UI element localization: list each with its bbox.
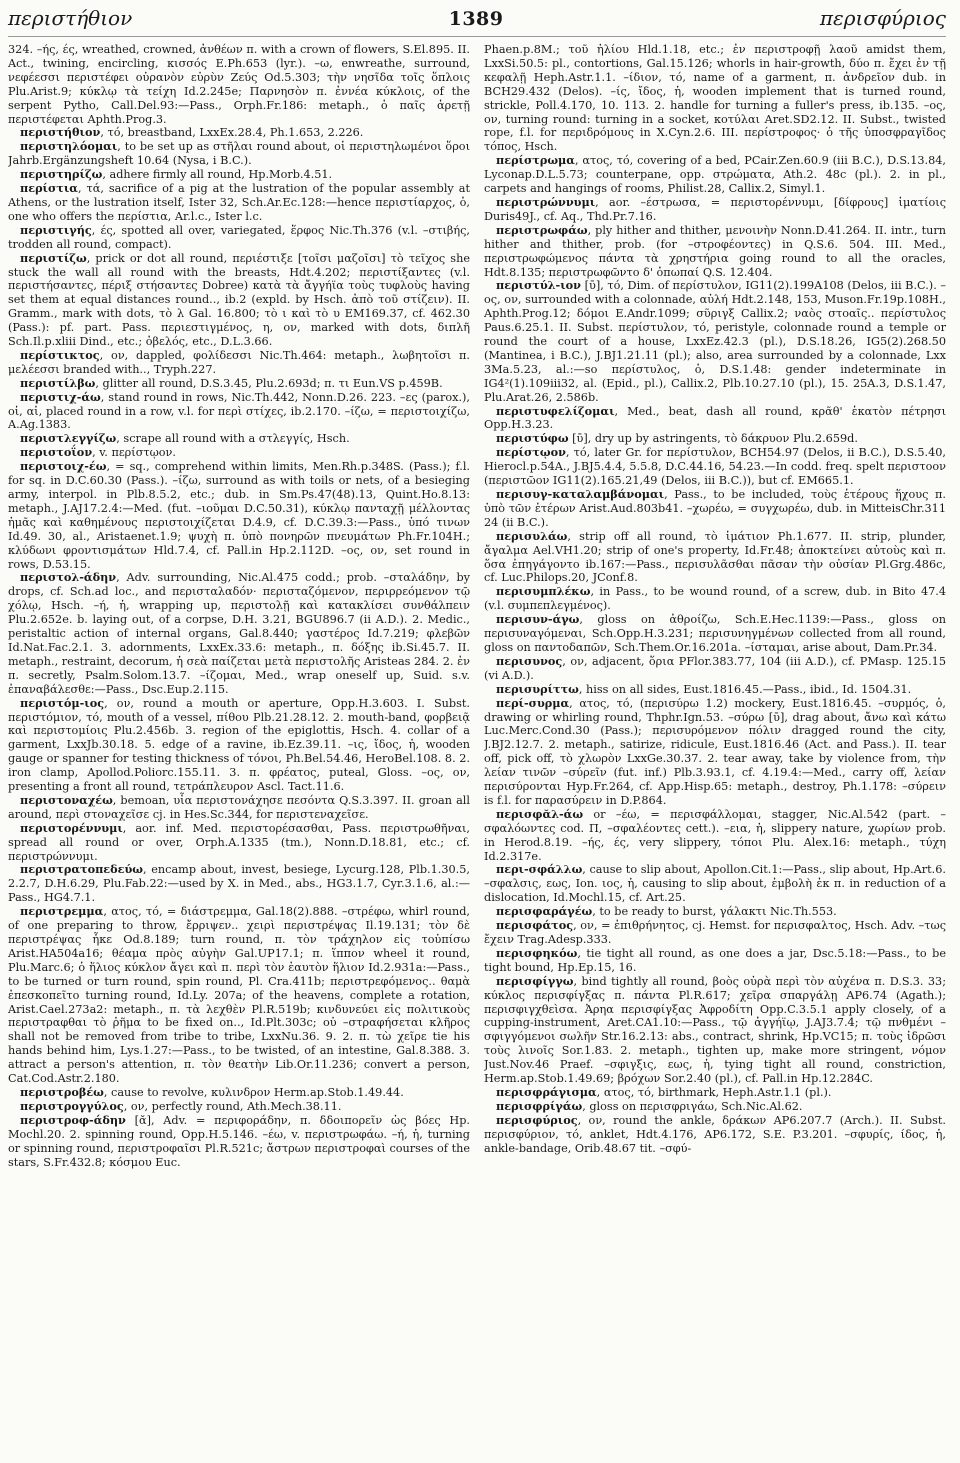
headword: περιστοιχ-έω bbox=[20, 459, 107, 474]
headword: περιστρωφάω bbox=[496, 222, 588, 237]
dictionary-entry: περισυρίττω, hiss on all sides, Eust.1816.45.—Pass., ibid., Id. 1504.31. bbox=[496, 681, 912, 696]
headword: περιστολ-άδην bbox=[20, 570, 117, 585]
dictionary-entry: περισυν-άγω, gloss on ἀθροίζω, Sch.E.Hec.1139:—Pass., gloss on περισυναγόμεναι, Sch.Opp.H.3.231; περισυνηγμένων collected from all round, gloss on παντοδαπῶν, Sch.Them.Or.16.201a. –ίσταμαι, arise about, Dam.Pr.34. bbox=[484, 612, 946, 654]
dictionary-entry: Phaen.p.8M.; τοῦ ἡλίου Hld.1.18, etc.; ἐν περιστροφῇ λαοῦ amidst them, LxxSi.50.5: pl., contortions, Gal.15.126; whorls in hair-growth, δύο π. ἔχει ἐν τῇ κεφαλῇ Heph.Astr.1.1. –ίδιον, τό, name of a garment, π. ἀνδρεῖον dub. in BCH29.432 (Delos). –ίς, ἴδος, ἡ, wooden implement that is turned round, strickle, Poll.4.170, 10. 113. 2. handle for turning a fuller's press, ib.135. –ος, ον, turning round: turning in a socket, κοτύλαι Aret.SD2.12. II. Subst., twisted rope, f.l. for περιδρόμους in X.Cyn.2.6. III. περίστροφος· ὁ τῆς ὑποσφραγῖδος τόπος, Hsch. bbox=[484, 43, 946, 154]
dictionary-entry: περίστια, τά, sacrifice of a pig at the lustration of the popular assembly at Athens, or the lustration itself, Ister 32, Sch.Ar.Ec.128:—hence περιστίαρχος, ὁ, one who offers the περίστια, Ar.l.c., Ister l.c. bbox=[8, 181, 470, 223]
dictionary-entry: περισυγ-καταλαμβάνομαι, Pass., to be included, τοὺς ἑτέρους ἥχους π. ὑπὸ τῶν ἑτέρων Arist.Aud.803b41. –χωρέω, = συγχωρέω, dub. in MitteisChr.311 24 (ii B.C.). bbox=[484, 487, 946, 529]
dictionary-entry: περιστύφω [ῡ], dry up by astringents, τὸ δάκρυον Plu.2.659d. bbox=[496, 431, 858, 446]
headword: περισφράγισμα bbox=[496, 1084, 597, 1099]
headword: περισφαράγέω bbox=[496, 904, 593, 919]
dictionary-entry: περισφάτος, ον, = ἐπιθρήνητος, cj. Hemst. for περισφαλτος, Hsch. Adv. –τως ἔχειν Trag.Adesp.333. bbox=[484, 918, 946, 946]
headword: περισυνος bbox=[496, 653, 563, 668]
headword: περιστρεμμα bbox=[20, 904, 104, 919]
dictionary-entry: περισυλάω, strip off all round, τὸ ἱμάτιον Ph.1.677. II. strip, plunder, ἄγαλμα Ael.VH1.20; strip of one's property, Id.Fr.48; ἀποκτείνει αὐτοὺς καὶ π. ὅσα ἐπηγάγοντο ib.167:—Pass., περισυλᾶσθαι πᾶσαν τὴν οὐσίαν Pl.Grg.486c, cf. Luc.Philops.20, JConf.8. bbox=[484, 528, 946, 585]
dictionary-entry: περιστοΐον, v. περίστῳον. bbox=[20, 445, 176, 460]
headword: περιστίζω bbox=[20, 250, 87, 265]
page-number: 1389 bbox=[448, 8, 504, 30]
right-column bbox=[484, 43, 946, 1453]
dictionary-entry: περιστρατοπεδεύω, encamp about, invest, besiege, Lycurg.128, Plb.1.30.5, 2.2.7, D.H.6.29, Plu.Fab.22:—used by X. in Med., abs., HG3.1.7, Cyr.3.1.6, al.:—Pass., HG4.7.1. bbox=[8, 862, 470, 905]
dictionary-entry: περιστοναχέω, bemoan, υἷα περιστονάχησε πεσόντα Q.S.3.397. II. groan all around, περὶ στοναχεῖσε cj. in Hes.Sc.344, for περιστεναχεῖσε. bbox=[8, 792, 470, 821]
dictionary-entry: 324. –ής, ές, wreathed, crowned, ἀνθέων π. with a crown of flowers, S.El.895. II. Act., twining, encircling, κισσός E.Ph.653 (lyr.). –ω, enwreathe, surround, νεφέεσσι περιστέφει οὐρανὸν εὐρὺν Ζεύς Od.5.303; τὴν νησῖδα τοῖς ὅπλοις Plu.Arist.9; κύκλῳ τὰ τείχη Id.2.245e; Παρνησὸν π. ἐννέα κύκλοις, of the serpent Pytho, Call.Del.93:—Pass., Orph.Fr.186: metaph., ὁ παῖς ἀρετῇ περιστέφεται Aphth.Prog.3. bbox=[8, 43, 470, 126]
headword: περισφηκόω bbox=[496, 945, 578, 960]
headword: περιστήθιον bbox=[20, 125, 101, 140]
dictionary-entry: περιστόμ-ιος, ον, round a mouth or aperture, Opp.H.3.603. I. Subst. περιστόμιον, τό, mouth of a vessel, πίθου Plb.21.28.12. 2. mouth-band, φορβειᾷ καὶ περιστομίοις Plu.2.456b. 3. region of the epiglottis, Hsch. 4. collar of a garment, LxxJb.30.18. 5. edge of a ravine, ib.Ez.39.11. –ις, ἴδος, ἡ, wooden gauge or spanner for testing thickness of τόνοι, Ph.Bel.54.46, HeroBel.108. 8. 2. iron clamp, Apollod.Poliorc.155.11. 3. π. φρέατος, puteal, Gloss. –ος, ον, presenting a front all round, τετράπλευρον Ascl. Tact.11.6. bbox=[8, 695, 470, 794]
dictionary-entry: περιστιγής, ές, spotted all over, variegated, ἕρφος Nic.Th.376 (v.l. –στιβής, trodden all round, compact). bbox=[8, 222, 470, 251]
dictionary-entry: περιστοιχ-έω, = sq., comprehend within limits, Men.Rh.p.348S. (Pass.); f.l. for sq. in D.C.60.30 (Pass.). –ίζω, surround as with toils or nets, of a besieging army, interpol. in Plb.8.5.2, etc.; dub. in Sm.Ps.47(48).13, Quint.Ho.8.13: metaph., J.AJ17.2.4:—Med. (fut. –ιοῦμαι D.C.50.31), κύκλῳ πανταχῇ μέλλοντας ἡμᾶς καὶ καθημένους περιστοιχίζεται D.4.9, cf. D.C.39.3:—Pass., ὑπό τινων Id.49. 30, al., Aristaenet.1.9; ψυχὴ π. ὑπὸ πονηρῶν πνευμάτων Ph.Fr.104H.; κλύδωνι φροντισμάτων Hld.7.4, cf. Pall.in Hp.2.112D. –ος, ον, set round in rows, D.53.15. bbox=[8, 459, 470, 571]
headword: περισυμπλέκω bbox=[496, 584, 591, 599]
headword: περιστοναχέω bbox=[20, 792, 113, 807]
dictionary-entry: περιστιχ-άω, stand round in rows, Nic.Th.442, Nonn.D.26. 223. –ες (parox.), οἱ, αἱ, placed round in a row, v.l. for περὶ στίχες, ib.2.170. –ίζω, = περιστοιχίζω, A.Ag.1383. bbox=[8, 389, 470, 432]
dictionary-entry: περιστορέννυμι, aor. inf. Med. περιστορέσασθαι, Pass. περιστρωθῆναι, spread all round or over, Orph.A.1335 (tm.), Nonn.D.18.81, etc.; cf. περιστρώννυμι. bbox=[8, 820, 470, 863]
dictionary-entry: περιστήθιον, τό, breastband, LxxEx.28.4, Ph.1.653, 2.226. bbox=[20, 125, 364, 140]
headword: περιστλεγγίζω bbox=[20, 431, 117, 446]
headword: περιστηλόομαι bbox=[20, 139, 118, 154]
headword: περιστύφω bbox=[496, 431, 569, 446]
headword: περισφύριος bbox=[496, 1112, 578, 1127]
dictionary-entry: περιστίζω, prick or dot all round, περιέστιξε [τοῖσι μαζοῖσι] τὸ τεῖχος she stuck the wall all round with the breasts, Hdt.4.202; περιστίξαντες (v.l. περιστήσαντες, πέριξ στήσαντες Dobree) κατὰ τὰ ἄγγήϊα τοὺς τυφλοὺς having set them at equal distances round.., ib.2 (expld. by Hsch. ἀπὸ τοῦ στίζειν). II. Gramm., mark with dots, τὸ λ Gal. 16.800; τὸ ι καὶ τὸ υ EM169.37, cf. 462.30 (Pass.): pf. part. Pass. περιεστιγμένος, η, ον, marked with dots, διπλῆ Sch.Il.p.xliii Dind., etc.; ὀβελός, etc., D.L.3.66. bbox=[8, 250, 470, 349]
headword: περιστρατοπεδεύω bbox=[20, 862, 144, 877]
dictionary-entry: περίστρωμα, ατος, τό, covering of a bed, PCair.Zen.60.9 (iii B.C.), D.S.13.84, Lyconap.D.L.5.73; counterpane, opp. στρώματα, Ath.2. 48c (pl.). 2. in pl., carpets and hangings of rooms, Philist.28, Callix.2, Simyl.1. bbox=[484, 153, 946, 196]
headword: περίστρωμα bbox=[496, 153, 575, 168]
dictionary-entry: περί-συρμα, ατος, τό, (περισύρω 1.2) mockery, Eust.1816.45. –συρμός, ὁ, drawing or whirling round, Thphr.Ign.53. –σύρω [ῡ], drag about, ἄνω καὶ κάτω Luc.Merc.Cond.30 (Pass.); περισυρόμενον πόλιν dragged round the city, J.BJ2.12.7. 2. metaph., satirize, ridicule, Eust.1816.46 (Act. and Pass.). II. tear off, pick off, τὸ χλωρὸν LxxGe.30.37. 2. tear away, take by violence from, τὴν λείαν τινῶν –σύρεῖν (fut. inf.) Plb.3.93.1, cf. 4.19.4:—Med., carry off, λείαν περισύρονται Hyp.Fr.264, cf. App.Hisp.65: metaph., destroy, Ph.1.178: –σύρειν is f.l. for παρασύρειν in D.P.864. bbox=[484, 695, 946, 807]
dictionary-entry: περιστύλ-ιον [ῡ], τό, Dim. of περίστυλον, IG11(2).199A108 (Delos, iii B.C.). –ος, ον, surrounded with a colonnade, αὐλή Hdt.2.148, 153, Muson.Fr.19p.108H., Aphth.Prog.12; δόμοι E.Andr.1099; σῦριγξ Callix.2; ναὸς στοαῖς.. περίστυλος Paus.6.25.1. II. Subst. περίστυλον, τό, peristyle, colonnade round a temple or round the court of a house, LxxEz.42.3 (pl.), D.S.18.26, IG5(2).268.50 (Mantinea, i B.C.), J.BJ1.21.11 (pl.); also, area surrounded by a colonnade, Lxx 3Ma.5.23, al.:—so περίστυλος, ὁ, D.S.1.48: gender indeterminate in IG4²(1).109iii32, al. (Epid., pl.), Callix.2, Plb.10.27.10 (pl.), 15. 25A.3, D.S.1.47, Plu.Arat.26, 2.586b. bbox=[484, 278, 946, 404]
headword: περί-συρμα bbox=[496, 695, 570, 710]
headword: περιστυφελίζομαι bbox=[496, 403, 615, 418]
dictionary-entry: περιστίλβω, glitter all round, D.S.3.45, Plu.2.693d; π. τι Eun.VS p.459B. bbox=[20, 375, 443, 390]
headword: περιστίλβω bbox=[20, 375, 96, 390]
headword: περισφᾰλ-άω bbox=[496, 806, 584, 821]
headword: περιστρογγύλος bbox=[20, 1098, 124, 1113]
dictionary-entry: περισφύριος, ον, round the ankle, δράκων AP6.207.7 (Arch.). II. Subst. περισφύριον, τό, anklet, Hdt.4.176, AP6.172, S.E. P.3.201. –σφυρίς, ίδος, ἡ, ankle-bandage, Orib.48.67 tit. –σφύ- bbox=[484, 1112, 946, 1155]
headword: περισυρίττω bbox=[496, 681, 579, 696]
headword: περιστηρίζω bbox=[20, 167, 103, 182]
headword: περιστιχ-άω bbox=[20, 389, 101, 404]
dictionary-entry: περίστῳον, τό, later Gr. for περίστυλον, BCH54.97 (Delos, ii B.C.), D.S.5.40, Hierocl.p.54A., J.BJ5.4.4, 5.5.8, D.C.44.16, 54.23.—In codd. freq. spelt περιστοον (περιστῶον IG11(2).165.21,49 (Delos, iii B.C.)), but cf. EM665.1. bbox=[484, 445, 946, 488]
dictionary-entry: περισυνος, ον, adjacent, ὅρια PFlor.383.77, 104 (iii A.D.), cf. PMasp. 125.15 (vi A.D.). bbox=[484, 653, 946, 682]
dictionary-entry: περιστηλόομαι, to be set up as στῆλαι round about, οἱ περιστηλωμένοι ὅροι Jahrb.Ergänzungsheft 10.64 (Nysa, i B.C.). bbox=[8, 139, 470, 168]
running-head-left: περιστήθιον bbox=[8, 6, 133, 30]
headword: περισφρίγάω bbox=[496, 1098, 583, 1113]
headword: περιστροβέω bbox=[20, 1084, 104, 1099]
headword: περι-σφάλλω bbox=[496, 862, 583, 877]
dictionary-entry: περιστρωφάω, ply hither and thither, μενοινὴν Nonn.D.41.264. II. intr., turn hither and thither, prob. (for –στροφέοντες) in Q.S.6. 504. III. Med., περιστρωφώμενος πάντα τὰ χρηστήρια going round to all the oracles, Hdt.8.135; περιστρωφῶντο δ' ὀπωπαί Q.S. 12.404. bbox=[484, 222, 946, 279]
dictionary-entry: περισυμπλέκω, in Pass., to be wound round, of a screw, dub. in Bito 47.4 (v.l. συμπεπλεγμένος). bbox=[484, 584, 946, 613]
headword: περιστορέννυμι bbox=[20, 820, 123, 835]
dictionary-entry: περιστηρίζω, adhere firmly all round, Hp.Morb.4.51. bbox=[20, 167, 333, 182]
dictionary-entry: περισφαράγέω, to be ready to burst, γάλακτι Nic.Th.553. bbox=[496, 904, 837, 919]
dictionary-entry: περιστροφ-άδην [ᾰ], Adv. = περιφοράδην, π. δδοιπορεῖν ὡς βόες Hp. Mochl.20. 2. spinning round, Opp.H.5.146. –έω, v. περιστρωφάω. –ή, ἡ, turning or spinning round, περιστροφαῖσι Pl.R.521c; ἄστρων περιστροφαὶ courses of the stars, S.Fr.432.8; κόσμου Euc. bbox=[8, 1112, 470, 1169]
dictionary-entry: περιστρώννυμι, aor. –έστρωσα, = περιστορέννυμι, [δίφρους] ἱματίοις Duris49J., cf. Aq., Thd.Pr.7.16. bbox=[484, 194, 946, 223]
dictionary-entry: περισφηκόω, tie tight all round, as one does a jar, Dsc.5.18:—Pass., to be tight bound, Hp.Ep.15, 16. bbox=[484, 945, 946, 974]
headword: περισυν-άγω bbox=[496, 612, 580, 627]
dictionary-entry: περιστλεγγίζω, scrape all round with a στλεγγίς, Hsch. bbox=[20, 431, 350, 446]
columns bbox=[8, 43, 946, 1453]
dictionary-entry: περισφίγγω, bind tightly all round, βοὸς οὐρὰ περὶ τὸν αὐχένα π. D.S.3. 33; κύκλος περισφίγξας π. πάντα Pl.R.617; χεῖρα σπαργάλῃ AP6.74 (Agath.); περισφιγχθεὶσα. Ἀρηα περισφίγξας Ἀφροδίτη Opp.C.3.5.1 apply closely, of a cupping-instrument, Aret.CA1.10:—Pass., τῷ ἀγγήϊῳ, J.AJ3.7.4; τῷ πνθμένι –σφιγγόμενοι σωλῆν Str.16.2.13: abs., contract, shrink, Hp.VC15; π. τοὺς ἰδρῶσι τοὺς λινοῖς Sor.1.83. 2. metaph., tighten up, make more stringent, νόμον Just.Nov.46 Praef. –σφιγξις, εως, ἡ, tying tight all round, constriction, Herm.ap.Stob.1.49.69; βρόχων Sor.2.40 (pl.), cf. Pall.in Hp.12.284C. bbox=[484, 973, 946, 1086]
headword: περιστόμ-ιος bbox=[20, 695, 105, 710]
headword: περιστιγής bbox=[20, 222, 92, 237]
dictionary-entry: περιστυφελίζομαι, Med., beat, dash all round, κρᾶθ' ἑκατὸν πέτρησι Opp.H.3.23. bbox=[484, 403, 946, 432]
headword: περισυγ-καταλαμβάνομαι bbox=[496, 487, 665, 501]
running-head-right: περισφύριος bbox=[819, 6, 946, 30]
headword: περιστροφ-άδην bbox=[20, 1112, 126, 1127]
headword: περισφίγγω bbox=[496, 973, 574, 988]
dictionary-entry: περι-σφάλλω, cause to slip about, Apollon.Cit.1:—Pass., slip about, Hp.Art.6. –σφαλσις, εως, Ion. ιος, ἡ, causing to slip about, ἐμβολὴ ἐκ π. in reduction of a dislocation, Id.Mochl.15, cf. Art.25. bbox=[484, 862, 946, 905]
headword: περιστοΐον bbox=[20, 445, 93, 460]
headword: περιστύλ-ιον bbox=[496, 278, 581, 293]
dictionary-entry: περιστολ-άδην, Adv. surrounding, Nic.Al.475 codd.; prob. –σταλάδην, by drops, cf. Sch.ad loc., and περισταλαδόν· περισταζόμενον, περιρρεόμενον τῷ χόλῳ, Hsch. –ή, ἡ, wrapping up, περιστολῇ καὶ κατακλίσει συνθάλπειν Plu.2.652e. b. laying out, of a corpse, D.H. 3.21, BGU896.7 (ii A.D.). 2. Medic., peristaltic action of internal organs, Gal.8.440; γαστέρος Id.7.219; φλεβῶν Id.Nat.Fac.2.1. 3. adornments, LxxEx.33.6: metaph., π. δόξης ib.Si.45.7. II. metaph., restraint, decorum, ἡ σεὰ παίζεται μετὰ περιστολῆς Aristeas 284. 2. ἐν π. secretly, Psalm.Solom.13.7. –ίζομαι, Med., wrap oneself up, Suid. s.v. ἐπαναβάλεσθε:—Pass., Dsc.Eup.2.115. bbox=[8, 570, 470, 696]
headword: περίστικτος bbox=[20, 347, 100, 362]
dictionary-entry: περιστρογγύλος, ον, perfectly round, Ath.Mech.38.11. bbox=[20, 1098, 342, 1113]
dictionary-entry: περισφρίγάω, gloss on περισφριγάω, Sch.Nic.Al.62. bbox=[496, 1098, 803, 1113]
left-column bbox=[8, 43, 470, 1453]
headword: περιστρώννυμι bbox=[496, 194, 596, 209]
running-head bbox=[8, 6, 946, 37]
dictionary-entry: περιστρεμμα, ατος, τό, = διάστρεμμα, Gal.18(2).888. –στρέφω, whirl round, of one preparing to throw, ἔρριψεν.. χειρὶ περιστρέψας Il.19.131; τὸν δὲ περιστρέψας ἧκε Od.8.189; turn round, π. τὸν τράχηλον εἰς τοὐπίσω Arist.HA504a16; θέαμα πρὸς αὐγὴν Gal.UP17.1; π. ἵππον wheel it round, Plu.Marc.6; ὁ ἥλιος κύκλον ἄγει καὶ π. περὶ τὸν ἑαυτὸν ἥλιον Id.2.931a:—Pass., to be turned or turn round, spin round, Pl. Cra.411b; περιστρεφόμενος.. θαμὰ ἐπεσκοπεῖτο turning round, Id.Ly. 207a; of the heavens, complete a rotation, Arist.Cael.273a2: metaph., π. τὰ λεχθὲν Pl.R.519b; κινδυνεύει εἰς πολιτικοὺς περιστραφθαι τὸ ῥῆμα to be fixed on.., Id.Plt.303c; οὐ –στραφήσεται κλῆρος shall not be removed from tribe to tribe, LxxNu.36. 9. 2. π. τὼ χεῖρε tie his hands behind him, Lys.1.27:—Pass., to be twisted, of an intestine, Gal.8.388. 3. attract a person's attention, π. τὸν θεατὴν Lib.Or.11.236; convert a person, Cat.Cod.Astr.2.180. bbox=[8, 904, 470, 1086]
dictionary-entry: περίστικτος, ον, dappled, φολίδεσσι Nic.Th.464: metaph., λωβητοῖσι π. μελέεσσι branded with.., Tryph.227. bbox=[8, 347, 470, 376]
headword: περίστῳον bbox=[496, 445, 566, 460]
dictionary-entry: περισφράγισμα, ατος, τό, birthmark, Heph.Astr.1.1 (pl.). bbox=[496, 1084, 832, 1099]
dictionary-entry: περισφᾰλ-άω or –έω, = περισφάλλομαι, stagger, Nic.Al.542 (part. –σφαλόωντες cod. Π, –σφαλέοντες cett.). –εια, ἡ, slippery nature, χωρίων prob. in Herod.8.19. –ής, ές, very slippery, τόποι Plu. Alex.16: metaph., τύχη Id.2.317e. bbox=[484, 806, 946, 863]
dictionary-entry: περιστροβέω, cause to revolve, κυλινδρον Herm.ap.Stob.1.49.44. bbox=[20, 1084, 404, 1099]
headword: περισυλάω bbox=[496, 528, 568, 543]
headword: περίστια bbox=[20, 181, 78, 196]
headword: περισφάτος bbox=[496, 918, 574, 933]
